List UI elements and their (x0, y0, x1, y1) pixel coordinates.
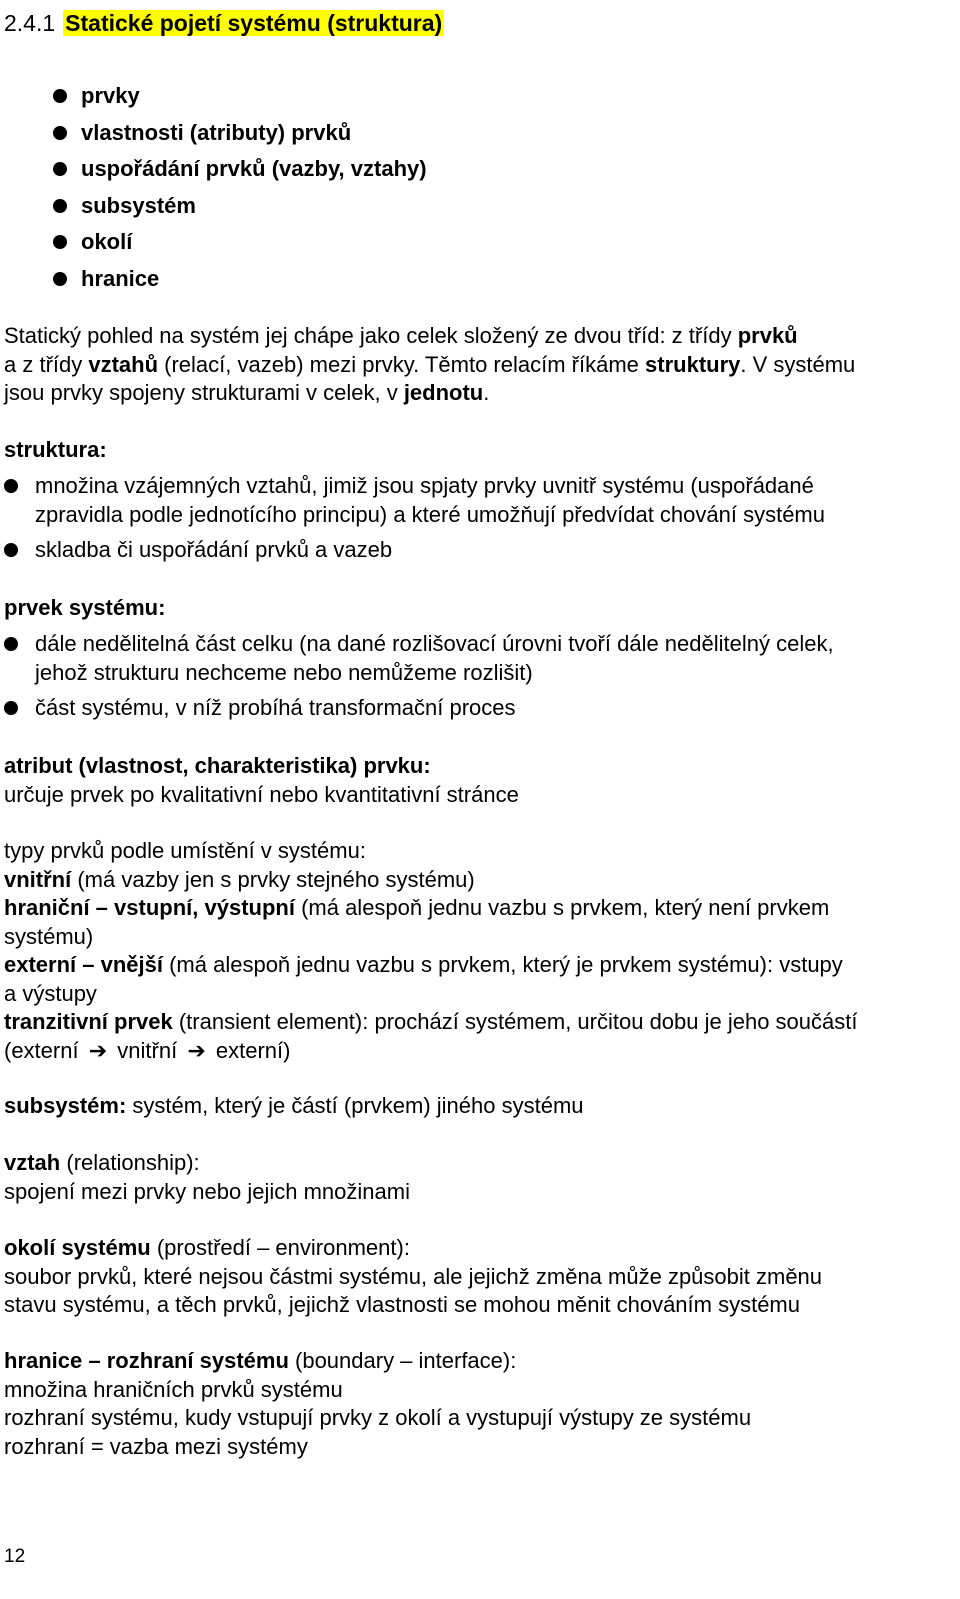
section-number: 2.4.1 (4, 10, 56, 36)
list-item: skladba či uspořádání prvků a vazeb (0, 536, 960, 565)
bullet-icon (53, 272, 67, 286)
page-number: 12 (4, 1546, 26, 1567)
list-item: dále nedělitelná část celku (na dané rozlišovací úrovni tvoří dále nedělitelný celek, jehož strukturu nechceme nebo nemůžeme rozlišit) (0, 630, 960, 687)
section-title: Statické pojetí systému (struktura) (65, 10, 443, 36)
bullet-icon (4, 543, 18, 557)
top-bullet-list (0, 80, 427, 299)
prvek-label: prvek systému: (4, 595, 166, 620)
bullet-icon (53, 126, 67, 140)
bullet-icon (4, 701, 18, 715)
bullet-icon (53, 235, 67, 249)
prvek-list (0, 630, 960, 723)
list-item: subsystém (0, 190, 427, 227)
list-item: uspořádání prvků (vazby, vztahy) (0, 153, 427, 190)
bullet-icon (53, 89, 67, 103)
atribut-section: atribut (vlastnost, charakteristika) prvku: určuje prvek po kvalitativní nebo kvantitativní stránce (4, 753, 519, 807)
section-heading (4, 8, 444, 38)
list-item: okolí (0, 226, 427, 263)
okoli-section: okolí systému (prostředí – environment): soubor prvků, které nejsou částmi systému, ale jejichž změna může způsobit změnu stavu systému, a těch prvků, jejichž vlastnosti se mohou měnit chováním systému (4, 1235, 823, 1317)
bullet-icon (53, 162, 67, 176)
intro-paragraph: Statický pohled na systém jej chápe jako celek složený ze dvou tříd: z třídy prvků a z třídy vztahů (relací, vazeb) mezi prvky. Těmto relacím říkáme struktury. V systému jsou prvky spojeny strukturami v celek, v jednotu. (4, 323, 856, 405)
bullet-icon (4, 479, 18, 493)
list-item: část systému, v níž probíhá transformační proces (0, 694, 960, 723)
list-item: hranice (0, 263, 427, 300)
arrow-right-icon: ➔ (187, 1037, 206, 1063)
list-item: vlastnosti (atributy) prvků (0, 117, 427, 154)
bullet-icon (53, 199, 67, 213)
hranice-section: hranice – rozhraní systému (boundary – interface): množina hraničních prvků systému rozhraní systému, kudy vstupují prvky z okolí a vystupují výstupy ze systému rozhraní = vazba mezi systémy (4, 1348, 752, 1459)
struktura-list (0, 472, 960, 565)
struktura-label: struktura: (4, 437, 107, 462)
subsystem-section: subsystém: systém, který je částí (prvkem) jiného systému (4, 1093, 584, 1118)
list-item: prvky (0, 80, 427, 117)
bullet-icon (4, 637, 18, 651)
list-item: množina vzájemných vztahů, jimiž jsou spjaty prvky uvnitř systému (uspořádané zpravidla podle jednotícího principu) a které umožňují předvídat chování systému (0, 472, 960, 529)
typy-section: typy prvků podle umístění v systému: vnitřní (má vazby jen s prvky stejného systému) hraniční – vstupní, výstupní (má alespoň jednu vazbu s prvkem, který není prvkem systému) externí – vnější (má alespoň jednu vazbu s prvkem, který je prvkem systému): vstupy a výstupy tranzitivní prvek (transient element): prochází systémem, určitou dobu je jeho součástí (externí ➔ vnitřní ➔ externí) (4, 837, 858, 1065)
arrow-right-icon: ➔ (88, 1037, 108, 1063)
vztah-section: vztah (relationship): spojení mezi prvky nebo jejich množinami (4, 1150, 410, 1204)
